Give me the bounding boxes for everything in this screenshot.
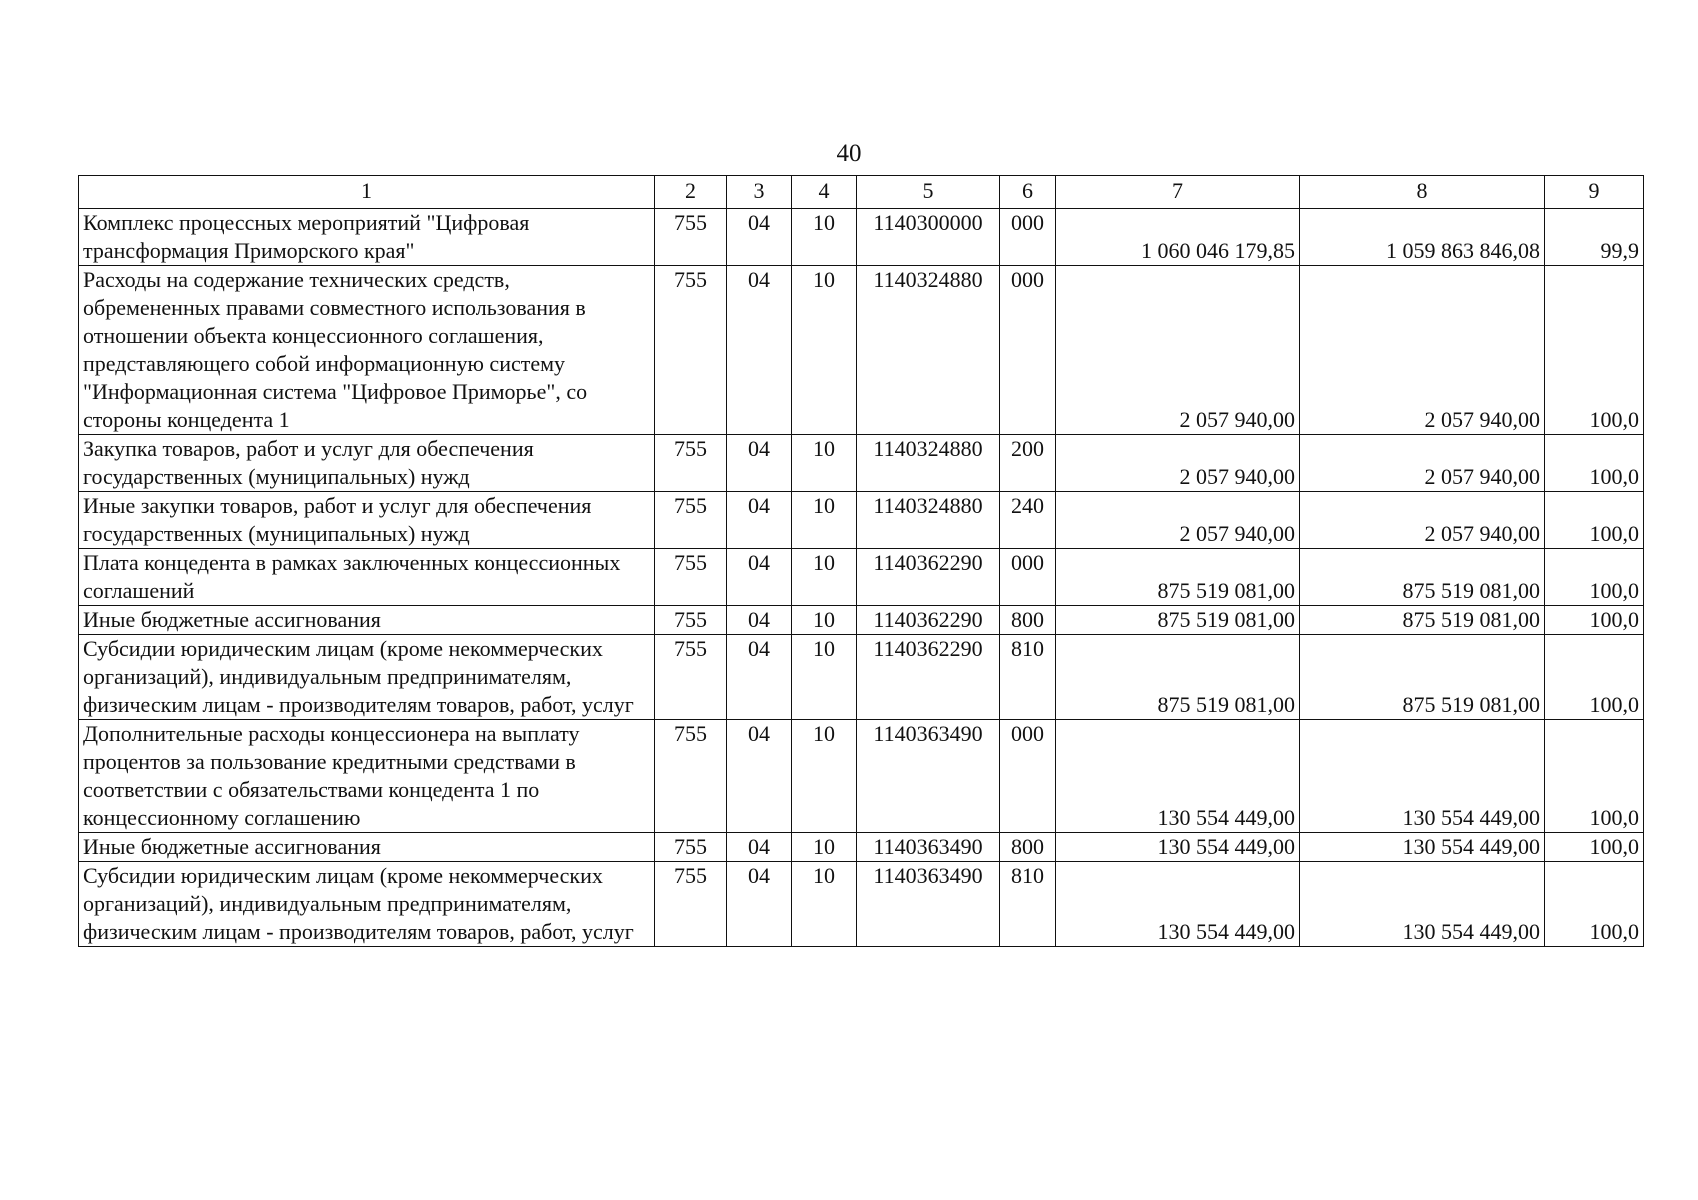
cell-subsection: 10 bbox=[792, 720, 857, 833]
cell-actual-amount: 1 059 863 846,08 bbox=[1300, 209, 1545, 266]
cell-percent: 100,0 bbox=[1545, 635, 1644, 720]
cell-expense-type: 000 bbox=[1000, 549, 1056, 606]
cell-ministry-code: 755 bbox=[655, 435, 727, 492]
cell-expense-type: 810 bbox=[1000, 635, 1056, 720]
cell-subsection: 10 bbox=[792, 635, 857, 720]
table-row bbox=[79, 720, 1644, 833]
cell-planned-amount: 875 519 081,00 bbox=[1056, 606, 1300, 635]
cell-target-article: 1140363490 bbox=[857, 720, 1000, 833]
row-name: Субсидии юридическим лицам (кроме некоммерческих организаций), индивидуальным предпринимателям, физическим лицам - производителям товаров, работ, услуг bbox=[79, 635, 655, 720]
cell-planned-amount: 130 554 449,00 bbox=[1056, 862, 1300, 947]
cell-subsection: 10 bbox=[792, 549, 857, 606]
cell-actual-amount: 875 519 081,00 bbox=[1300, 606, 1545, 635]
column-header: 9 bbox=[1545, 176, 1644, 209]
cell-percent: 100,0 bbox=[1545, 862, 1644, 947]
row-name: Иные бюджетные ассигнования bbox=[79, 606, 655, 635]
cell-subsection: 10 bbox=[792, 492, 857, 549]
cell-subsection: 10 bbox=[792, 435, 857, 492]
cell-section: 04 bbox=[727, 435, 792, 492]
cell-expense-type: 800 bbox=[1000, 833, 1056, 862]
table-row bbox=[79, 492, 1644, 549]
cell-planned-amount: 1 060 046 179,85 bbox=[1056, 209, 1300, 266]
row-name: Плата концедента в рамках заключенных концессионных соглашений bbox=[79, 549, 655, 606]
cell-expense-type: 240 bbox=[1000, 492, 1056, 549]
table-row bbox=[79, 862, 1644, 947]
cell-target-article: 1140300000 bbox=[857, 209, 1000, 266]
cell-section: 04 bbox=[727, 720, 792, 833]
cell-actual-amount: 875 519 081,00 bbox=[1300, 549, 1545, 606]
cell-subsection: 10 bbox=[792, 606, 857, 635]
cell-planned-amount: 875 519 081,00 bbox=[1056, 549, 1300, 606]
cell-percent: 100,0 bbox=[1545, 435, 1644, 492]
column-header: 2 bbox=[655, 176, 727, 209]
cell-planned-amount: 130 554 449,00 bbox=[1056, 833, 1300, 862]
budget-table bbox=[78, 175, 1644, 947]
cell-section: 04 bbox=[727, 209, 792, 266]
cell-ministry-code: 755 bbox=[655, 862, 727, 947]
table-header-row bbox=[79, 176, 1644, 209]
cell-ministry-code: 755 bbox=[655, 635, 727, 720]
cell-expense-type: 000 bbox=[1000, 209, 1056, 266]
cell-planned-amount: 2 057 940,00 bbox=[1056, 266, 1300, 435]
cell-actual-amount: 875 519 081,00 bbox=[1300, 635, 1545, 720]
cell-percent: 99,9 bbox=[1545, 209, 1644, 266]
cell-section: 04 bbox=[727, 549, 792, 606]
column-header: 3 bbox=[727, 176, 792, 209]
column-header: 6 bbox=[1000, 176, 1056, 209]
cell-percent: 100,0 bbox=[1545, 833, 1644, 862]
cell-planned-amount: 2 057 940,00 bbox=[1056, 435, 1300, 492]
cell-expense-type: 810 bbox=[1000, 862, 1056, 947]
cell-target-article: 1140324880 bbox=[857, 435, 1000, 492]
row-name: Комплекс процессных мероприятий "Цифровая трансформация Приморского края" bbox=[79, 209, 655, 266]
cell-percent: 100,0 bbox=[1545, 266, 1644, 435]
cell-ministry-code: 755 bbox=[655, 209, 727, 266]
cell-ministry-code: 755 bbox=[655, 606, 727, 635]
row-name: Расходы на содержание технических средств, обремененных правами совместного использования в отношении объекта концессионного соглашения, представляющего собой информационную систему "Информационная система "Цифровое Приморье", со стороны концедента 1 bbox=[79, 266, 655, 435]
cell-section: 04 bbox=[727, 833, 792, 862]
cell-actual-amount: 2 057 940,00 bbox=[1300, 266, 1545, 435]
cell-planned-amount: 130 554 449,00 bbox=[1056, 720, 1300, 833]
cell-section: 04 bbox=[727, 635, 792, 720]
cell-ministry-code: 755 bbox=[655, 720, 727, 833]
cell-ministry-code: 755 bbox=[655, 833, 727, 862]
column-header: 4 bbox=[792, 176, 857, 209]
cell-planned-amount: 875 519 081,00 bbox=[1056, 635, 1300, 720]
cell-target-article: 1140362290 bbox=[857, 606, 1000, 635]
column-header: 1 bbox=[79, 176, 655, 209]
cell-target-article: 1140363490 bbox=[857, 833, 1000, 862]
row-name: Иные бюджетные ассигнования bbox=[79, 833, 655, 862]
page-number: 40 bbox=[836, 140, 862, 167]
cell-target-article: 1140324880 bbox=[857, 266, 1000, 435]
table-row bbox=[79, 549, 1644, 606]
table-row bbox=[79, 266, 1644, 435]
cell-section: 04 bbox=[727, 606, 792, 635]
cell-ministry-code: 755 bbox=[655, 492, 727, 549]
cell-actual-amount: 2 057 940,00 bbox=[1300, 492, 1545, 549]
cell-section: 04 bbox=[727, 492, 792, 549]
cell-percent: 100,0 bbox=[1545, 492, 1644, 549]
column-header: 5 bbox=[857, 176, 1000, 209]
row-name: Субсидии юридическим лицам (кроме некоммерческих организаций), индивидуальным предпринимателям, физическим лицам - производителям товаров, работ, услуг bbox=[79, 862, 655, 947]
cell-expense-type: 800 bbox=[1000, 606, 1056, 635]
row-name: Иные закупки товаров, работ и услуг для обеспечения государственных (муниципальных) нужд bbox=[79, 492, 655, 549]
row-name: Дополнительные расходы концессионера на выплату процентов за пользование кредитными средствами в соответствии с обязательствами концедента 1 по концессионному соглашению bbox=[79, 720, 655, 833]
cell-percent: 100,0 bbox=[1545, 606, 1644, 635]
cell-actual-amount: 130 554 449,00 bbox=[1300, 720, 1545, 833]
table-row bbox=[79, 635, 1644, 720]
table-row bbox=[79, 435, 1644, 492]
cell-expense-type: 000 bbox=[1000, 720, 1056, 833]
cell-expense-type: 200 bbox=[1000, 435, 1056, 492]
cell-actual-amount: 2 057 940,00 bbox=[1300, 435, 1545, 492]
cell-actual-amount: 130 554 449,00 bbox=[1300, 833, 1545, 862]
cell-target-article: 1140362290 bbox=[857, 635, 1000, 720]
table-row bbox=[79, 209, 1644, 266]
cell-section: 04 bbox=[727, 862, 792, 947]
table-row bbox=[79, 606, 1644, 635]
cell-target-article: 1140363490 bbox=[857, 862, 1000, 947]
table-row bbox=[79, 833, 1644, 862]
cell-percent: 100,0 bbox=[1545, 720, 1644, 833]
cell-subsection: 10 bbox=[792, 833, 857, 862]
cell-subsection: 10 bbox=[792, 266, 857, 435]
column-header: 8 bbox=[1300, 176, 1545, 209]
cell-subsection: 10 bbox=[792, 209, 857, 266]
cell-ministry-code: 755 bbox=[655, 549, 727, 606]
cell-target-article: 1140362290 bbox=[857, 549, 1000, 606]
cell-actual-amount: 130 554 449,00 bbox=[1300, 862, 1545, 947]
row-name: Закупка товаров, работ и услуг для обеспечения государственных (муниципальных) нужд bbox=[79, 435, 655, 492]
cell-section: 04 bbox=[727, 266, 792, 435]
cell-expense-type: 000 bbox=[1000, 266, 1056, 435]
cell-planned-amount: 2 057 940,00 bbox=[1056, 492, 1300, 549]
cell-target-article: 1140324880 bbox=[857, 492, 1000, 549]
cell-percent: 100,0 bbox=[1545, 549, 1644, 606]
cell-ministry-code: 755 bbox=[655, 266, 727, 435]
cell-subsection: 10 bbox=[792, 862, 857, 947]
column-header: 7 bbox=[1056, 176, 1300, 209]
